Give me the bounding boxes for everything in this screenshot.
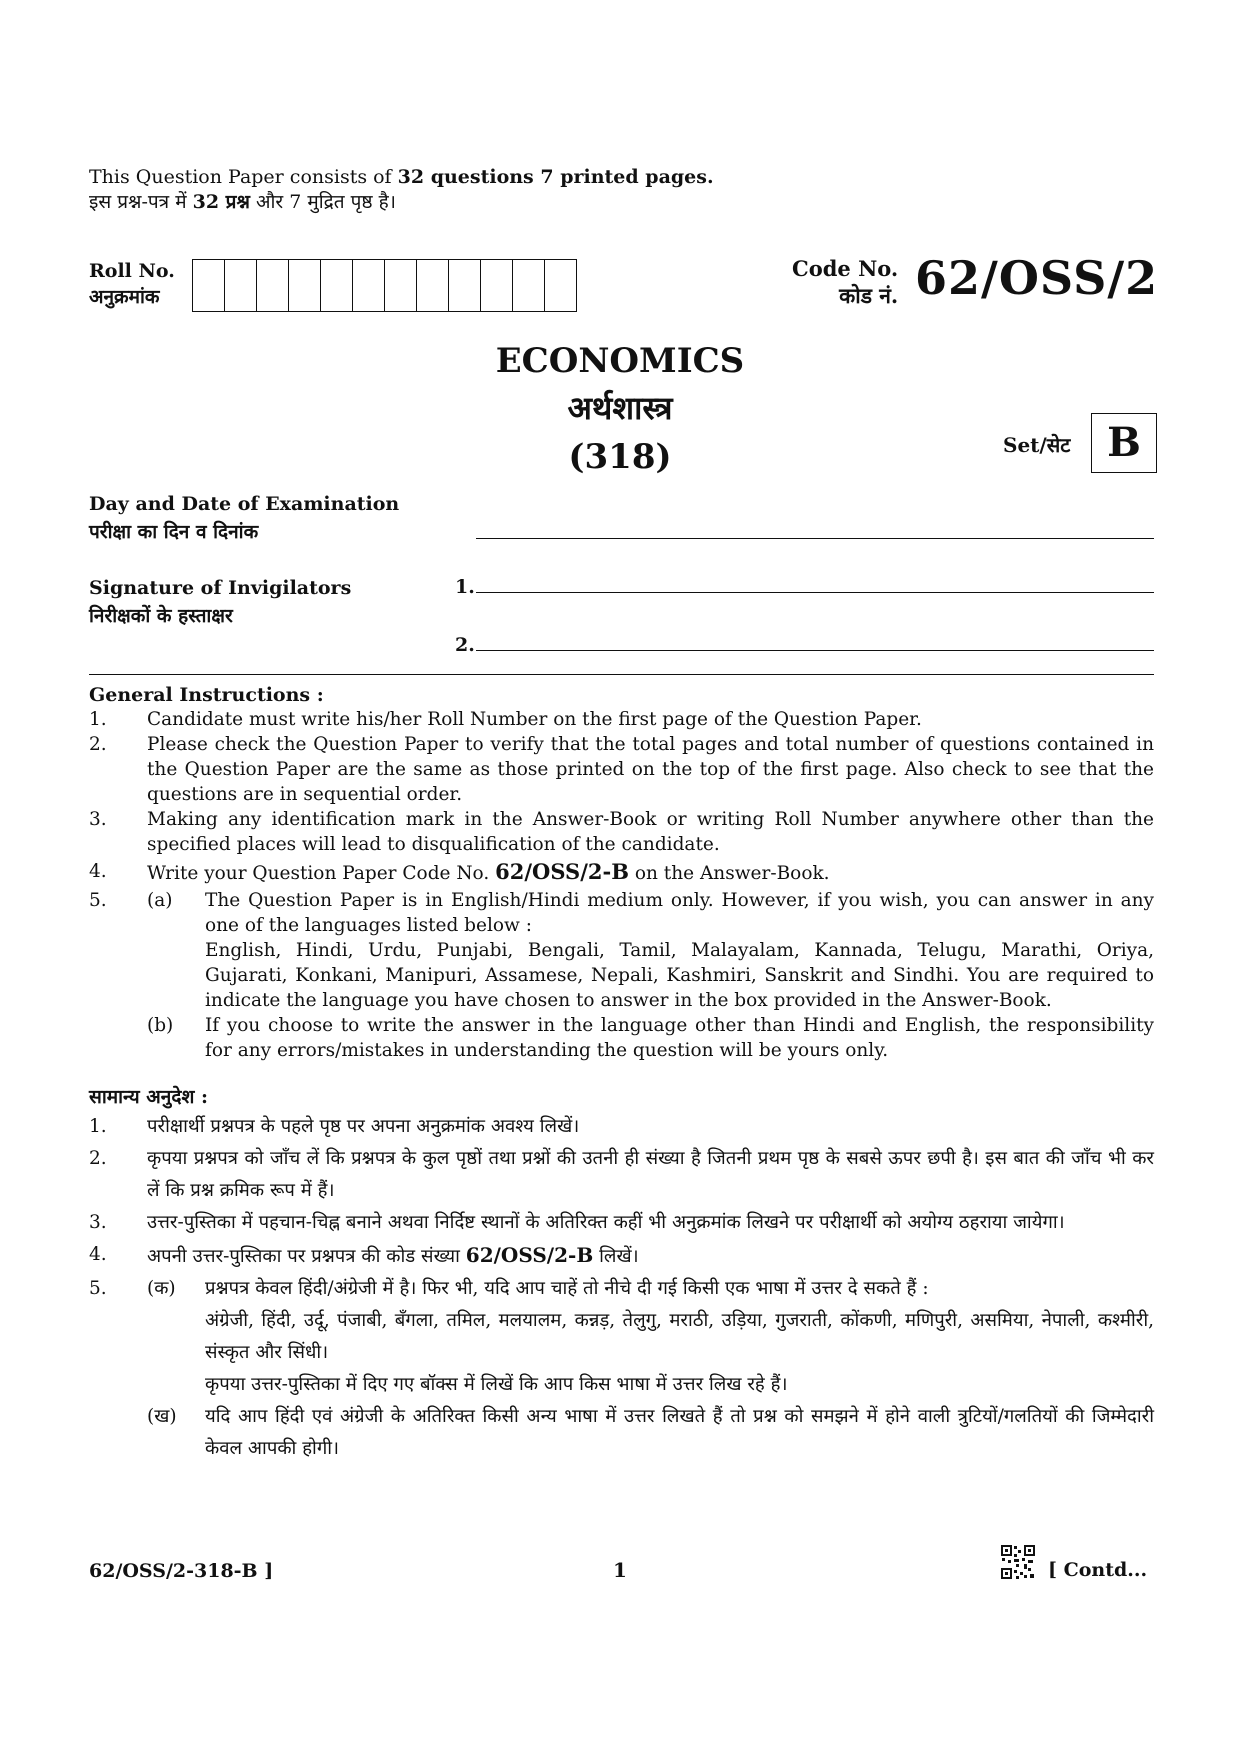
roll-number-digit-box[interactable]: [321, 260, 353, 311]
roll-number-digit-box[interactable]: [225, 260, 257, 311]
roll-number-digit-box[interactable]: [545, 260, 577, 311]
instruction-item: 2. Please check the Question Paper to verify that the total pages and total number of questions contained in the Question Paper are the same as those printed on the top of the first page. Also check to see that the questions are in sequential order.: [89, 734, 1154, 805]
instruction-subitem-a: (a) The Question Paper is in English/Hindi medium only. However, if you wish, you can answer in any one of the languages listed below : English, Hindi, Urdu, Punjabi, Bengali, Tamil, Malayalam, Kannada, Telugu, Marathi, Oriya, Gujarati, Konkani, Manipuri, Assamese, Nepali, Kashmiri, Sanskrit and Sindhi. You are required to indicate the language you have chosen to answer in the box provided in the Answer-Book.: [147, 890, 1154, 1011]
footer-paper-code: 62/OSS/2-318-B ]: [89, 1560, 274, 1582]
signature-line-1[interactable]: [476, 592, 1154, 593]
instruction-item: 2. कृपया प्रश्नपत्र को जाँच लें कि प्रश्नपत्र के कुल पृष्ठों तथा प्रश्नों की उतनी ही संख्या है जितनी प्रथम पृष्ठ के सबसे ऊपर छपी है। इस बात की जाँच भी कर लें कि प्रश्न क्रमिक रूप में हैं।: [89, 1148, 1154, 1201]
paper-summary-en: This Question Paper consists of 32 questions 7 printed pages.: [89, 166, 714, 188]
exam-date-line[interactable]: [476, 538, 1154, 539]
instruction-item: 4. अपनी उत्तर-पुस्तिका पर प्रश्नपत्र की कोड संख्या 62/OSS/2-B लिखें।: [89, 1243, 639, 1267]
signature-number-2: 2.: [455, 634, 475, 656]
instruction-item: 3. Making any identification mark in the Answer-Book or writing Roll Number anywhere other than the specified places will lead to disqualification of the candidate.: [89, 809, 1154, 855]
set-label: Set/सेट: [1003, 433, 1071, 457]
roll-number-label: Roll No. अनुक्रमांक: [89, 260, 175, 308]
signature-line-2[interactable]: [476, 650, 1154, 651]
roll-number-digit-box[interactable]: [353, 260, 385, 311]
roll-number-digit-box[interactable]: [385, 260, 417, 311]
paper-summary: [89, 165, 714, 215]
instruction-item: 5. (a) The Question Paper is in English/Hindi medium only. However, if you wish, you can answer in any one of the languages listed below : English, Hindi, Urdu, Punjabi, Bengali, Tamil, Malayalam, Kannada, Telugu, Marathi, Oriya, Gujarati, Konkani, Manipuri, Assamese, Nepali, Kashmiri, Sanskrit and Sindhi. You are required to indicate the language you have chosen to answer in the box provided in the Answer-Book. (b) If you choose to write the answer in the language other than Hindi and English, the responsibility for any errors/mistakes in understanding the question will be yours only.: [89, 890, 1154, 1061]
instruction-item: 1. परीक्षार्थी प्रश्नपत्र के पहले पृष्ठ पर अपना अनुक्रमांक अवश्य लिखें।: [89, 1116, 580, 1137]
subject-code: (318): [568, 437, 672, 477]
exam-date-label: Day and Date of Examination परीक्षा का दिन व दिनांक: [89, 493, 400, 543]
general-instructions-hi: [89, 1083, 1154, 1465]
signature-number-1: 1.: [455, 576, 475, 598]
instruction-subitem-kha: (ख) यदि आप हिंदी एवं अंग्रेजी के अतिरिक्त किसी अन्य भाषा में उत्तर लिखते हैं तो प्रश्न को समझने में होने वाली त्रुटियों/गलतियों की जिम्मेदारी केवल आपकी होगी।: [147, 1406, 1154, 1459]
instruction-item: 1. Candidate must write his/her Roll Number on the first page of the Question Paper.: [89, 709, 922, 730]
code-number-value: 62/OSS/2: [915, 251, 1159, 305]
instruction-item: 4. Write your Question Paper Code No. 62/OSS/2-B on the Answer-Book.: [89, 859, 830, 884]
roll-number-digit-box[interactable]: [513, 260, 545, 311]
instruction-subitem-ka: (क) प्रश्नपत्र केवल हिंदी/अंग्रेजी में है। फिर भी, यदि आप चाहें तो नीचे दी गई किसी एक भाषा में उत्तर दे सकते हैं : अंग्रेजी, हिंदी, उर्दू, पंजाबी, बँगला, तमिल, मलयालम, कन्नड़, तेलुगु, मराठी, उड़िया, गुजराती, कोंकणी, मणिपुरी, असमिया, नेपाली, कश्मीरी, संस्कृत और सिंधी। कृपया उत्तर-पुस्तिका में दिए गए बॉक्स में लिखें कि आप किस भाषा में उत्तर लिख रहे हैं।: [147, 1278, 1154, 1395]
continued-label: [ Contd...: [1048, 1559, 1148, 1581]
instruction-subitem-b: (b) If you choose to write the answer in the language other than Hindi and English, the responsibility for any errors/mistakes in understanding the question will be yours only.: [147, 1015, 1154, 1061]
section-divider: [89, 674, 1154, 675]
subject-title-hi: अर्थशास्त्र: [567, 389, 673, 427]
roll-number-digit-box[interactable]: [257, 260, 289, 311]
code-number-label: Code No. कोड नं.: [792, 256, 899, 308]
roll-number-digit-box[interactable]: [481, 260, 513, 311]
subject-title-en: ECONOMICS: [495, 341, 745, 381]
roll-number-digit-box[interactable]: [193, 260, 225, 311]
instruction-item: 3. उत्तर-पुस्तिका में पहचान-चिह्न बनाने अथवा निर्दिष्ट स्थानों के अतिरिक्त कहीं भी अनुक्रमांक लिखने पर परीक्षार्थी को अयोग्य ठहराया जायेगा।: [89, 1212, 1065, 1233]
instructions-heading-hi: सामान्य अनुदेश :: [89, 1086, 208, 1108]
roll-number-boxes[interactable]: [192, 259, 577, 312]
page-number: 1: [613, 1558, 627, 1582]
instructions-heading-en: General Instructions :: [89, 684, 324, 706]
instruction-item: 5. (क) प्रश्नपत्र केवल हिंदी/अंग्रेजी में है। फिर भी, यदि आप चाहें तो नीचे दी गई किसी एक भाषा में उत्तर दे सकते हैं : अंग्रेजी, हिंदी, उर्दू, पंजाबी, बँगला, तमिल, मलयालम, कन्नड़, तेलुगु, मराठी, उड़िया, गुजराती, कोंकणी, मणिपुरी, असमिया, नेपाली, कश्मीरी, संस्कृत और सिंधी। कृपया उत्तर-पुस्तिका में दिए गए बॉक्स में लिखें कि आप किस भाषा में उत्तर लिख रहे हैं। (ख) यदि आप हिंदी एवं अंग्रेजी के अतिरिक्त किसी अन्य भाषा में उत्तर लिखते हैं तो प्रश्न को समझने में होने वाली त्रुटियों/गलतियों की जिम्मेदारी केवल आपकी होगी।: [89, 1273, 1154, 1465]
roll-number-digit-box[interactable]: [417, 260, 449, 311]
roll-number-digit-box[interactable]: [289, 260, 321, 311]
roll-number-digit-box[interactable]: [449, 260, 481, 311]
paper-summary-hi: इस प्रश्न-पत्र में 32 प्रश्न और 7 मुद्रित पृष्ठ है।: [89, 191, 396, 213]
invigilator-signature-label: Signature of Invigilators निरीक्षकों के हस्ताक्षर: [89, 577, 352, 627]
set-value-box: B: [1091, 413, 1157, 473]
qr-code-icon: [1000, 1544, 1036, 1580]
subject-title: [0, 338, 1240, 480]
general-instructions-en: [89, 683, 1154, 1063]
